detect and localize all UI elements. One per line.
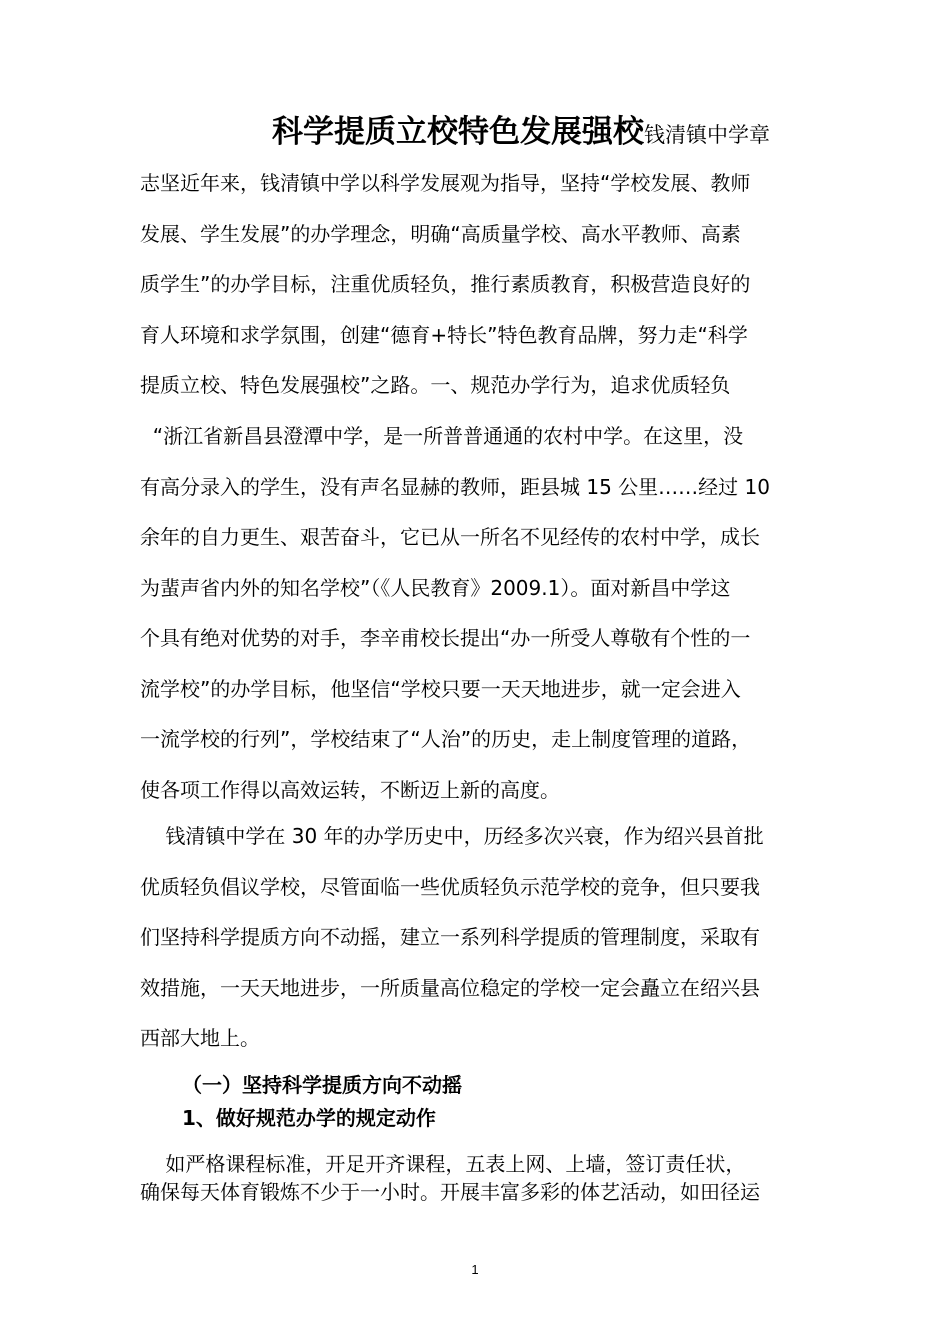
- text-line: 提质立校、特色发展强校”之路。一、规范办学行为，追求优质轻负: [140, 373, 731, 397]
- text-line: 效措施，一天天地进步，一所质量高位稳定的学校一定会矗立在绍兴县: [140, 975, 760, 1000]
- text-line: 西部大地上。: [140, 1026, 260, 1050]
- page-number: 1: [471, 1262, 479, 1277]
- text-line: 如严格课程标准，开足开齐课程，五表上网、上墙，签订责任状，: [140, 1152, 746, 1176]
- text-line: “浙江省新昌县澄潭中学，是一所普普通通的农村中学。在这里，没: [140, 424, 744, 448]
- paragraph-intro: [140, 158, 820, 411]
- title-main: 科学提质立校特色发展强校: [272, 114, 644, 150]
- text-line: 钱清镇中学在 30 年的办学历史中，历经多次兴衰，作为绍兴县首批: [140, 824, 764, 848]
- text-line: 志坚近年来，钱清镇中学以科学发展观为指导，坚持“学校发展、教师: [140, 171, 751, 195]
- text-line: 为蜚声省内外的知名学校”（《人民教育》2009.1）。面对新昌中学这: [140, 575, 731, 600]
- text-line: 有高分录入的学生，没有声名显赫的教师，距县城 15 公里……经过 10: [140, 474, 770, 499]
- text-line: 个具有绝对优势的对手，李辛甫校长提出“办一所受人尊敬有个性的一: [140, 626, 751, 650]
- paragraph-quote: [140, 411, 820, 815]
- text-line: 质学生”的办学目标，注重优质轻负，推行素质教育，积极营造良好的: [140, 272, 751, 296]
- subsection-heading: 1、做好规范办学的规定动作: [182, 1106, 436, 1130]
- text-line: 一流学校的行列”，学校结束了“人治”的历史，走上制度管理的道路，: [140, 727, 752, 751]
- text-line: 流学校”的办学目标，他坚信“学校只要一天天地进步，就一定会进入: [140, 676, 741, 701]
- text-line: 优质轻负倡议学校，尽管面临一些优质轻负示范学校的竞争，但只要我: [140, 874, 760, 899]
- text-line: 使各项工作得以高效运转，不断迈上新的高度。: [140, 777, 560, 802]
- text-line: 们坚持科学提质方向不动摇，建立一系列科学提质的管理制度，采取有: [140, 925, 760, 949]
- paragraph-history: [140, 811, 820, 1064]
- document-title: [272, 106, 770, 151]
- text-line: 发展、学生发展”的办学理念，明确“高质量学校、高水平教师、高素: [140, 221, 741, 246]
- text-line: 余年的自力更生、艰苦奋斗，它已从一所名不见经传的农村中学，成长: [140, 525, 760, 549]
- paragraph-standards: [140, 1150, 760, 1206]
- title-author: 钱清镇中学章: [644, 123, 770, 147]
- text-line: 确保每天体育锻炼不少于一小时。开展丰富多彩的体艺活动，如田径运: [140, 1180, 760, 1204]
- section-heading: （一）坚持科学提质方向不动摇: [182, 1073, 462, 1097]
- text-line: 育人环境和求学氛围，创建“德育+特长”特色教育品牌，努力走“科学: [140, 322, 748, 347]
